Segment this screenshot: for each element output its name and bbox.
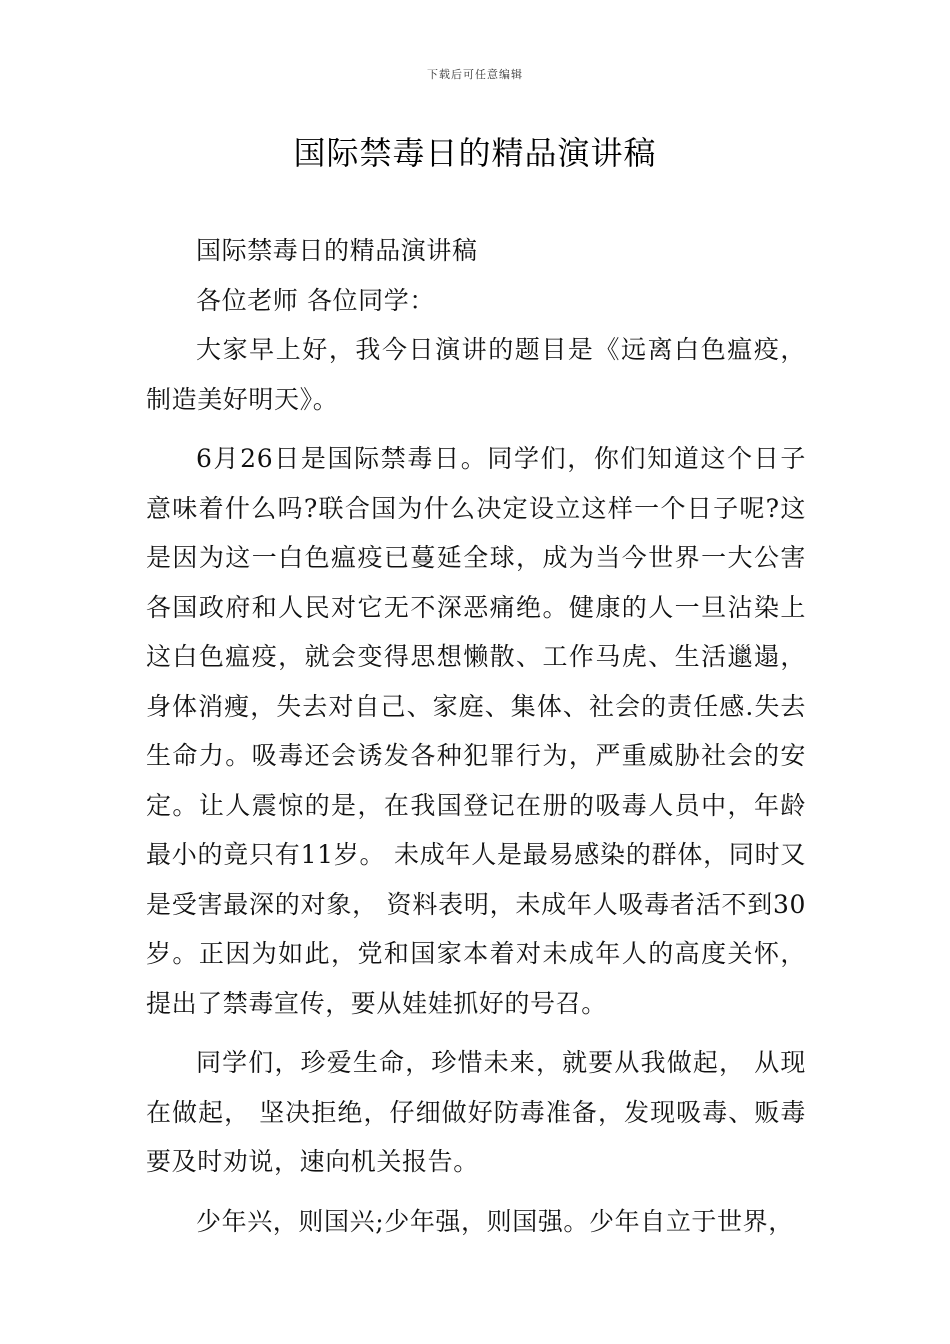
header-note: 下载后可任意编辑 [427, 68, 523, 81]
paragraph-closing: 少年兴，则国兴;少年强，则国强。少年自立于世界， [196, 1206, 794, 1236]
paragraph-main: 6月26日是国际禁毒日。同学们，你们知道这个日子意味着什么吗?联合国为什么决定设立这样一个日子呢?这是因为这一白色瘟疫已蔓延全球，成为当今世界一大公害各国政府和人民对它无不深恶痛绝。健康的人一旦沾染上这白色瘟疫，就会变得思想懒散、工作马虎、生活邋遢，身体消瘦，失去对自己、家庭、集体、社会的责任感.失去生命力。吸毒还会诱发各种犯罪行为，严重威胁社会的安定。让人震惊的是，在我国登记在册的吸毒人员中，年龄最小的竟只有11岁。 未成年人是最易感染的群体，同时又是受害最深的对象， 资料表明，未成年人吸毒者活不到30岁。正因为如此，党和国家本着对未成年人的高度关怀，提出了禁毒宣传，要从娃娃抓好的号召。 [146, 444, 806, 1018]
paragraph-greeting: 各位老师 各位同学： [196, 285, 435, 315]
paragraph-subtitle: 国际禁毒日的精品演讲稿 [196, 236, 478, 265]
document-title: 国际禁毒日的精品演讲稿 [293, 134, 657, 172]
document-body [146, 226, 806, 1246]
paragraph-intro: 大家早上好，我今日演讲的题目是《远离白色瘟疫，制造美好明天》。 [146, 335, 806, 414]
paragraph-call-to-action: 同学们，珍爱生命，珍惜未来，就要从我做起， 从现在做起， 坚决拒绝，仔细做好防毒准备，发现吸毒、贩毒要及时劝说，速向机关报告。 [146, 1048, 806, 1176]
